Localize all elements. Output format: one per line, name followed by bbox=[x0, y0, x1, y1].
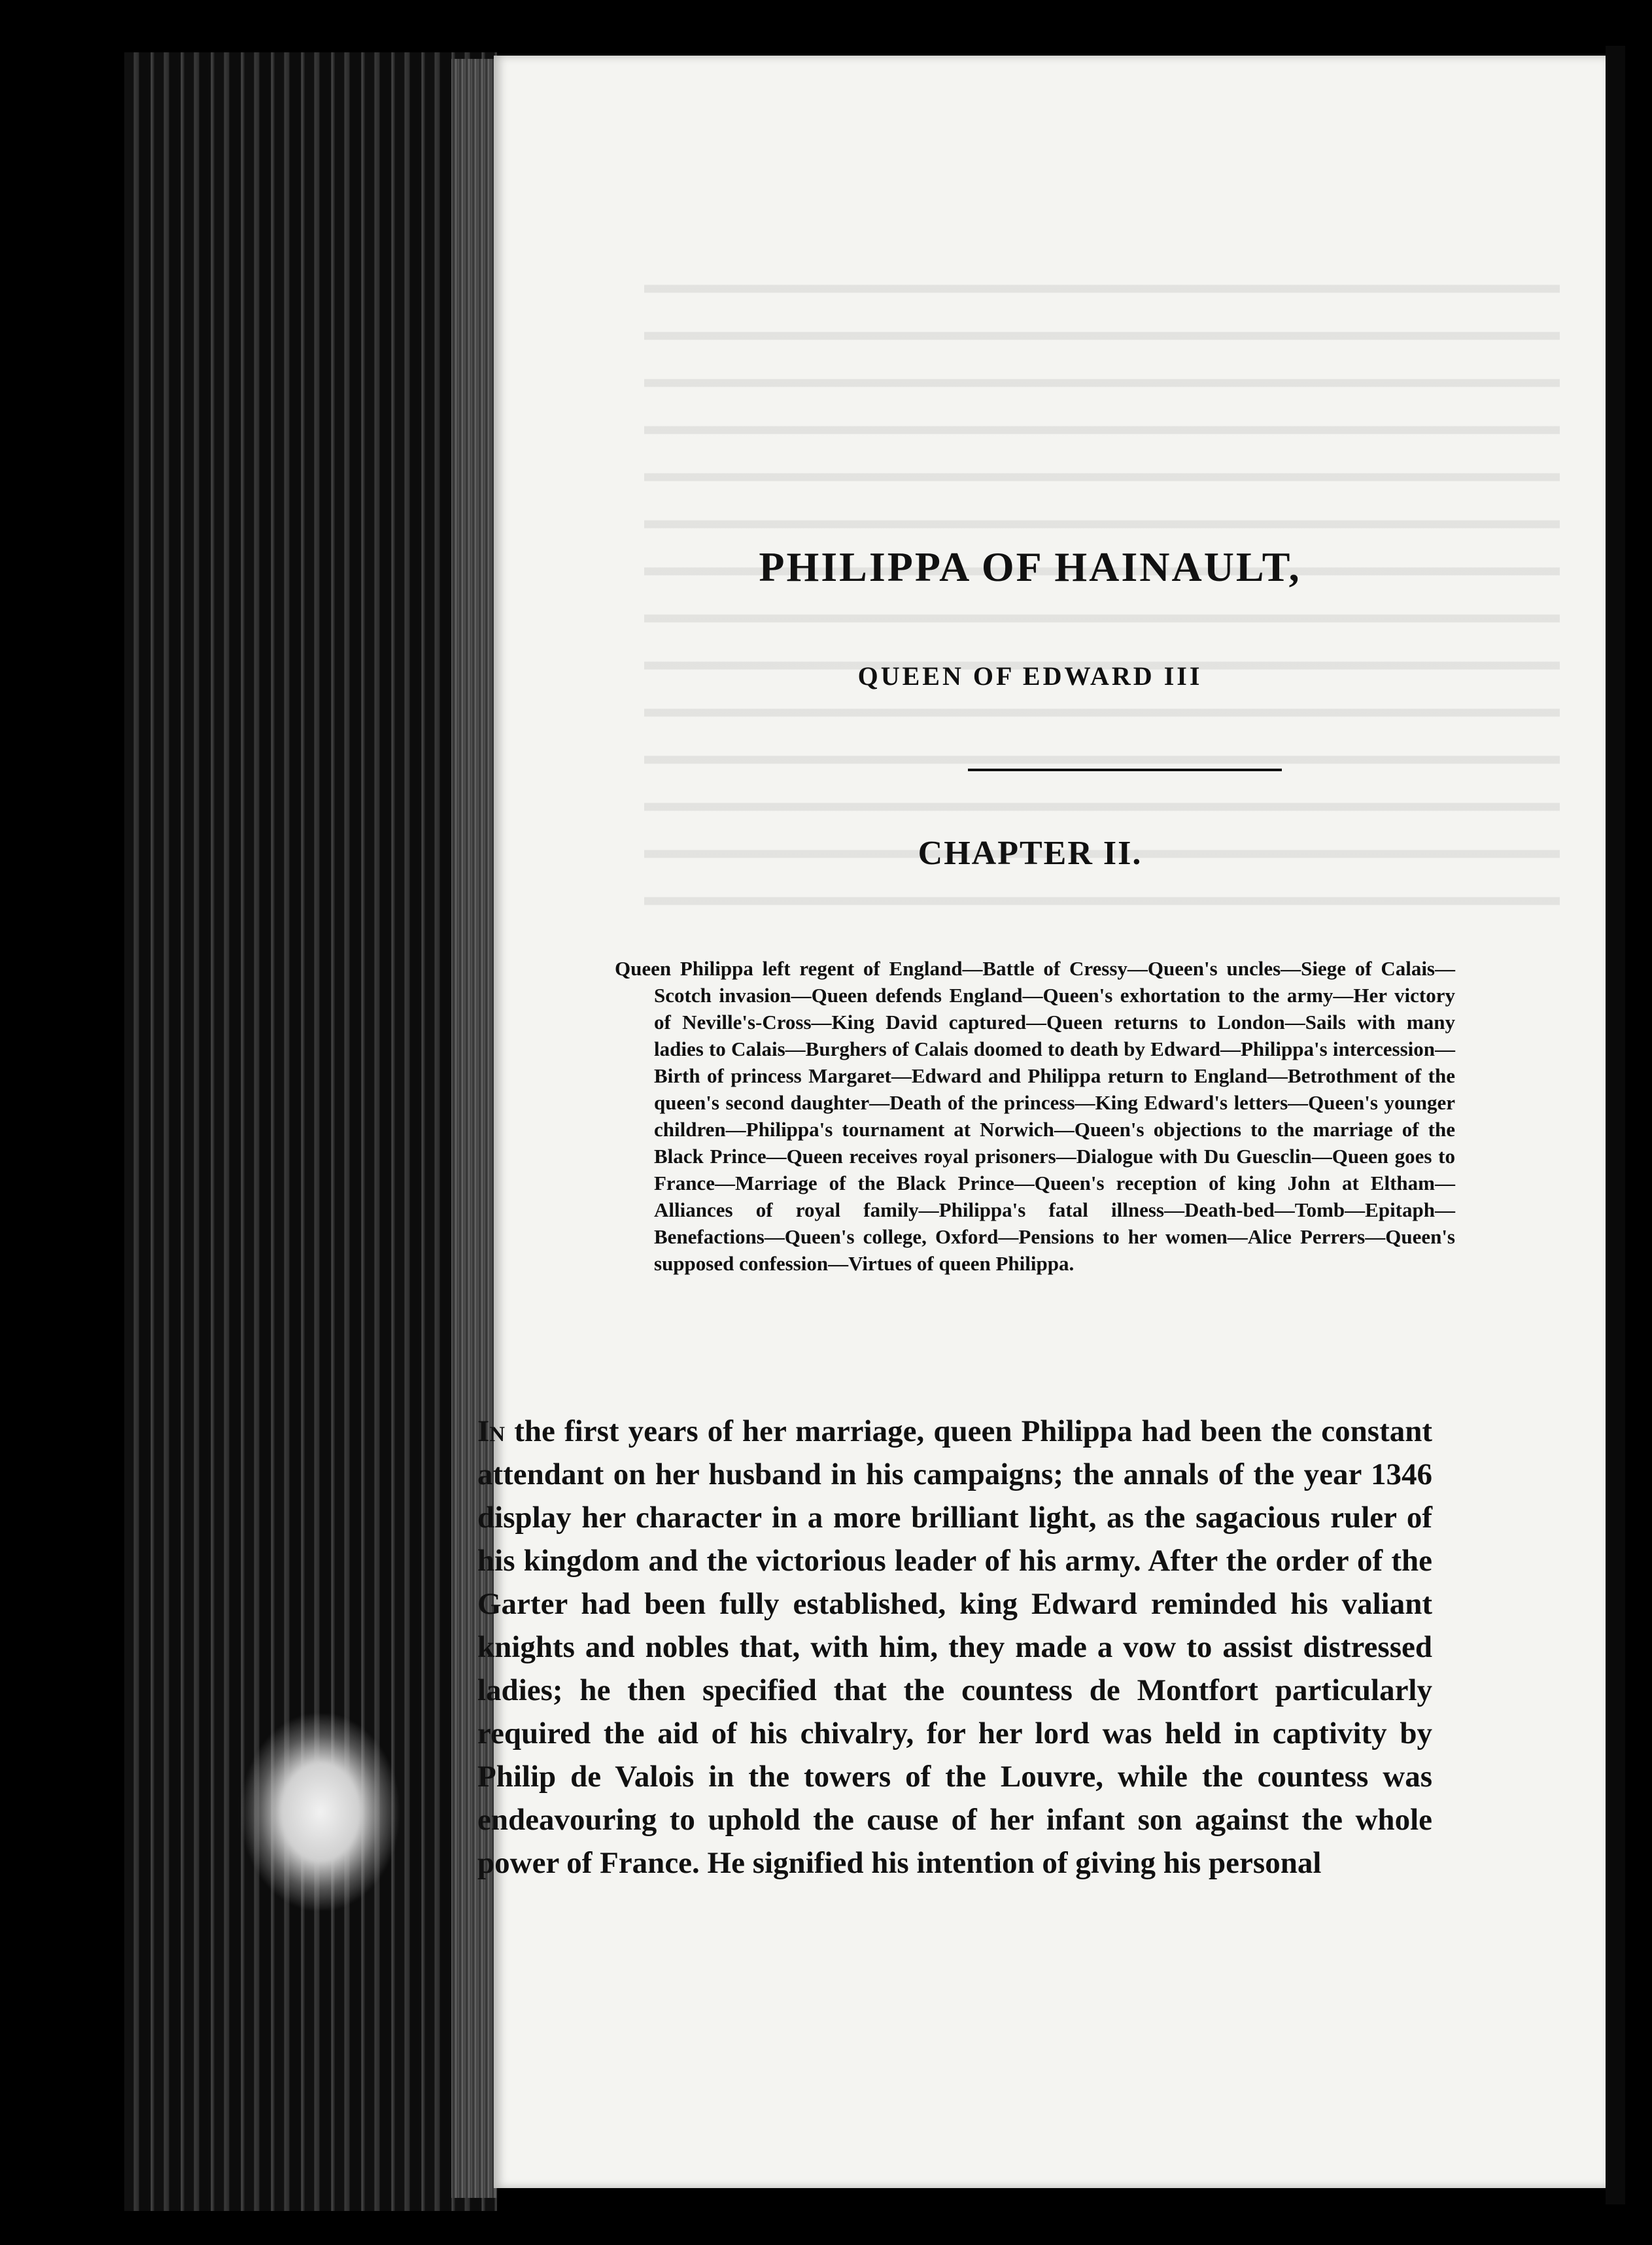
body-text: the first years of her marriage, queen Philippa had been the constant attendant on her husband in his campaigns; the annals of the year 1346 display her character in a more brilliant light, as the sagacious ruler of his kingdom and the victorious leader of his army. After the order of the Garter had been fully established, king Edward reminded his valiant knights and nobles that, with him, they made a vow to assist distressed ladies; he then specified that the countess de Montfort particularly required the aid of his chivalry, for her lord was held in captivity by Philip de Valois in the towers of the Louvre, while the countess was endeavouring to uphold the cause of her infant son against the whole power of France. He signified his intention of giving his personal bbox=[477, 1414, 1433, 1880]
book-page bbox=[477, 56, 1606, 2188]
page-title: PHILIPPA OF HAINAULT, bbox=[759, 544, 1301, 590]
body-paragraph bbox=[477, 1410, 1432, 1885]
chapter-summary: Queen Philippa left regent of England—Battle of Cressy—Queen's uncles—Siege of Calais—Scotch invasion—Queen defends England—Queen's exhortation to the army—Her victory of Neville's-Cross—King David captured—Queen returns to London—Sails with many ladies to Calais—Burghers of Calais doomed to death by Edward—Philippa's intercession—Birth of princess Margaret—Edward and Philippa return to England—Betrothment of the queen's second daughter—Death of the princess—King Edward's letters—Queen's younger children—Philippa's tournament at Norwich—Queen's objections to the marriage of the Black Prince—Queen receives royal prisoners—Dialogue with Du Guesclin—Queen goes to France—Marriage of the Black Prince—Queen's reception of king John at Eltham—Alliances of royal family—Philippa's fatal illness—Death-bed—Tomb—Epitaph—Benefactions—Queen's college, Oxford—Pensions to her women—Alice Perrers—Queen's supposed confession—Virtues of queen Philippa. bbox=[615, 957, 1455, 1275]
chapter-heading: CHAPTER II. bbox=[918, 835, 1143, 872]
title-rule bbox=[968, 769, 1282, 771]
page-subtitle: QUEEN OF EDWARD III bbox=[857, 661, 1203, 691]
body-lead-word: In bbox=[477, 1414, 506, 1448]
paper-stain bbox=[242, 1714, 399, 1910]
page-shadow-edge bbox=[1606, 46, 1625, 2204]
